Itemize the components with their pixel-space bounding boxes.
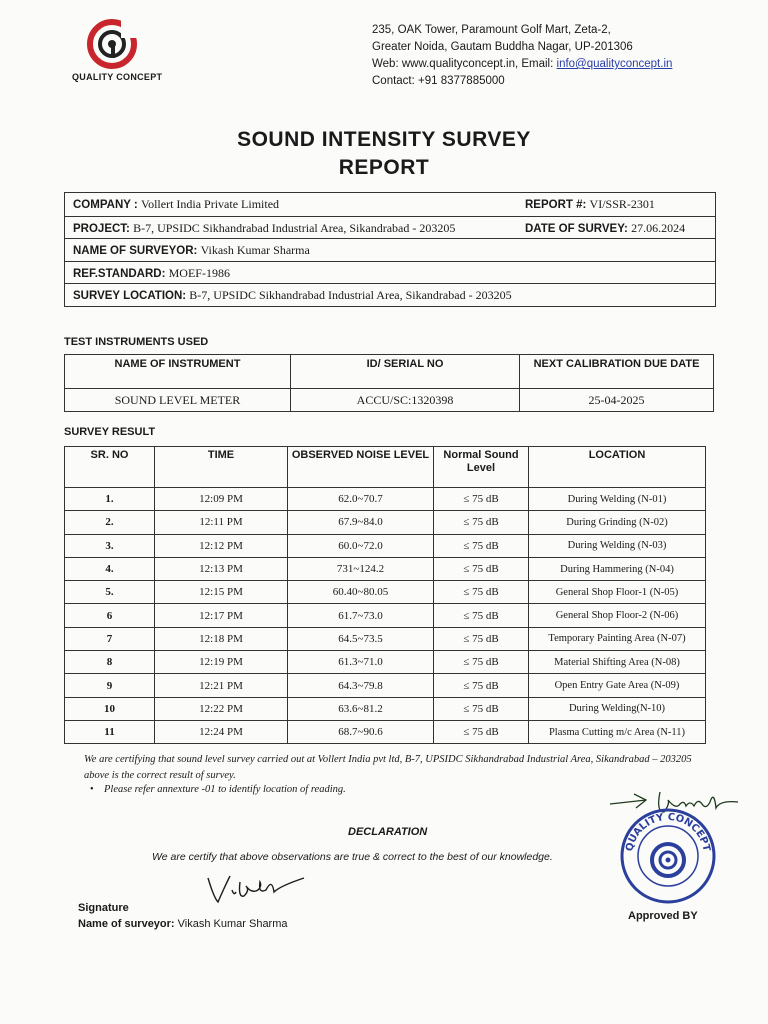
surveyor-row	[65, 238, 715, 261]
surveyor-line-label: Name of surveyor:	[78, 918, 178, 930]
ref-standard-row	[65, 261, 715, 284]
company-row	[65, 193, 715, 216]
location-label: SURVEY LOCATION:	[73, 290, 190, 303]
row-sr-no: 6	[65, 604, 155, 627]
results-section-title: SURVEY RESULT	[64, 426, 156, 438]
logo-text: QUALITY CONCEPT	[72, 72, 163, 82]
declaration-text: We are certify that above observations are true & correct to the best of our knowledge.	[152, 851, 553, 863]
row-location: Material Shifting Area (N-08)	[529, 651, 706, 674]
survey-location-row	[65, 283, 715, 306]
row-normal-level: ≤ 75 dB	[434, 720, 529, 743]
row-sr-no: 4.	[65, 557, 155, 580]
instruments-table	[64, 354, 714, 412]
row-sr-no: 1.	[65, 488, 155, 511]
signature-label: Signature	[78, 902, 129, 914]
row-normal-level: ≤ 75 dB	[434, 511, 529, 534]
row-normal-level: ≤ 75 dB	[434, 534, 529, 557]
row-sr-no: 7	[65, 627, 155, 650]
table-row	[65, 604, 706, 627]
company-address	[372, 22, 672, 90]
row-observed-noise: 64.3~79.8	[288, 674, 434, 697]
row-observed-noise: 62.0~70.7	[288, 488, 434, 511]
row-sr-no: 3.	[65, 534, 155, 557]
date-value: 27.06.2024	[631, 220, 686, 235]
instrument-name-header: NAME OF INSTRUMENT	[65, 355, 291, 389]
row-location: During Hammering (N-04)	[529, 557, 706, 580]
title-line-2: REPORT	[338, 156, 430, 179]
surveyor-label: NAME OF SURVEYOR:	[73, 245, 201, 258]
surveyor-line-name: Vikash Kumar Sharma	[177, 918, 288, 930]
row-sr-no: 9	[65, 674, 155, 697]
table-row	[65, 511, 706, 534]
serial-no-header: ID/ SERIAL NO	[291, 355, 520, 389]
instrument-serial: ACCU/SC:1320398	[291, 389, 520, 412]
report-value: VI/SSR-2301	[589, 197, 655, 211]
project-label: PROJECT:	[73, 222, 134, 235]
row-normal-level: ≤ 75 dB	[434, 651, 529, 674]
instrument-name: SOUND LEVEL METER	[65, 389, 291, 412]
row-time: 12:17 PM	[155, 604, 288, 627]
survey-results-table	[64, 446, 706, 744]
instruments-row	[65, 389, 714, 412]
surveyor-name-line	[78, 918, 288, 930]
row-sr-no: 8	[65, 651, 155, 674]
noise-level-header: OBSERVED NOISE LEVEL	[288, 447, 434, 488]
normal-level-header: Normal Sound Level	[434, 447, 529, 488]
row-location: General Shop Floor-1 (N-05)	[529, 581, 706, 604]
address-line-1: 235, OAK Tower, Paramount Golf Mart, Zeta-2,	[372, 24, 611, 36]
row-observed-noise: 63.6~81.2	[288, 697, 434, 720]
row-location: During Welding (N-03)	[529, 534, 706, 557]
table-row	[65, 674, 706, 697]
row-location: Temporary Painting Area (N-07)	[529, 627, 706, 650]
ref-label: REF.STANDARD:	[73, 267, 169, 280]
project-value: B-7, UPSIDC Sikhandrabad Industrial Area, Sikandrabad - 203205	[133, 220, 456, 235]
svg-text:QUALITY CONCEPT	[624, 812, 712, 853]
row-normal-level: ≤ 75 dB	[434, 674, 529, 697]
calibration-date: 25-04-2025	[520, 389, 714, 412]
calibration-date-header: NEXT CALIBRATION DUE DATE	[520, 355, 714, 389]
annexure-note: • Please refer annexture -01 to identify location of reading.	[104, 784, 346, 795]
row-normal-level: ≤ 75 dB	[434, 581, 529, 604]
row-time: 12:24 PM	[155, 720, 288, 743]
row-observed-noise: 61.7~73.0	[288, 604, 434, 627]
date-label: DATE OF SURVEY:	[525, 222, 632, 235]
row-location: During Welding (N-01)	[529, 488, 706, 511]
report-info-box	[64, 192, 716, 307]
email-link[interactable]: info@qualityconcept.in	[556, 58, 673, 70]
row-observed-noise: 731~124.2	[288, 557, 434, 580]
row-location: Open Entry Gate Area (N-09)	[529, 674, 706, 697]
surveyor-value: Vikash Kumar Sharma	[200, 243, 310, 258]
row-normal-level: ≤ 75 dB	[434, 488, 529, 511]
row-sr-no: 5.	[65, 581, 155, 604]
company-value: Vollert India Private Limited	[140, 197, 280, 211]
row-observed-noise: 64.5~73.5	[288, 627, 434, 650]
table-row	[65, 627, 706, 650]
certification-statement: We are certifying that sound level survey carried out at Vollert India pvt ltd, B-7, UPSIDC Sikhandrabad Industrial Area, Sikandrabad – 203205 above is the correct result of survey.	[84, 754, 692, 781]
row-time: 12:22 PM	[155, 697, 288, 720]
instruments-section-title: TEST INSTRUMENTS USED	[64, 336, 209, 348]
row-normal-level: ≤ 75 dB	[434, 627, 529, 650]
row-location: General Shop Floor-2 (N-06)	[529, 604, 706, 627]
contact-line: Contact: +91 8377885000	[372, 75, 505, 87]
sr-no-header: SR. NO	[65, 447, 155, 488]
row-time: 12:18 PM	[155, 627, 288, 650]
project-row	[65, 216, 715, 239]
title-line-1: SOUND INTENSITY SURVEY	[237, 128, 531, 151]
location-header: LOCATION	[529, 447, 706, 488]
declaration-title: DECLARATION	[348, 826, 428, 838]
row-time: 12:13 PM	[155, 557, 288, 580]
quality-concept-logo-icon	[81, 18, 143, 70]
row-time: 12:21 PM	[155, 674, 288, 697]
row-location: During Welding(N-10)	[529, 697, 706, 720]
row-observed-noise: 67.9~84.0	[288, 511, 434, 534]
row-normal-level: ≤ 75 dB	[434, 697, 529, 720]
company-logo	[72, 18, 163, 82]
table-row	[65, 581, 706, 604]
web-label: Web: www.qualityconcept.in, Email:	[372, 58, 557, 70]
ref-value: MOEF-1986	[168, 265, 230, 280]
row-observed-noise: 68.7~90.6	[288, 720, 434, 743]
web-email-line	[372, 56, 672, 73]
surveyor-signature-icon	[200, 868, 310, 908]
row-time: 12:11 PM	[155, 511, 288, 534]
report-number	[525, 193, 655, 216]
row-time: 12:19 PM	[155, 651, 288, 674]
row-observed-noise: 61.3~71.0	[288, 651, 434, 674]
table-row	[65, 720, 706, 743]
row-observed-noise: 60.0~72.0	[288, 534, 434, 557]
table-row	[65, 557, 706, 580]
table-row	[65, 651, 706, 674]
address-line-2: Greater Noida, Gautam Buddha Nagar, UP-201306	[372, 41, 633, 53]
location-value: B-7, UPSIDC Sikhandrabad Industrial Area, Sikandrabad - 203205	[189, 288, 512, 303]
report-label: REPORT #:	[525, 199, 590, 211]
instruments-header-row	[65, 355, 714, 389]
table-row	[65, 697, 706, 720]
report-title	[0, 126, 768, 182]
survey-date	[525, 217, 685, 240]
company-label: COMPANY :	[73, 199, 141, 211]
results-header-row	[65, 447, 706, 488]
row-observed-noise: 60.40~80.05	[288, 581, 434, 604]
row-location: During Grinding (N-02)	[529, 511, 706, 534]
row-sr-no: 10	[65, 697, 155, 720]
results-body	[65, 488, 706, 744]
row-time: 12:15 PM	[155, 581, 288, 604]
row-location: Plasma Cutting m/c Area (N-11)	[529, 720, 706, 743]
row-normal-level: ≤ 75 dB	[434, 557, 529, 580]
row-time: 12:12 PM	[155, 534, 288, 557]
table-row	[65, 488, 706, 511]
row-time: 12:09 PM	[155, 488, 288, 511]
row-sr-no: 11	[65, 720, 155, 743]
table-row	[65, 534, 706, 557]
company-stamp-icon	[618, 806, 718, 906]
row-sr-no: 2.	[65, 511, 155, 534]
time-header: TIME	[155, 447, 288, 488]
row-normal-level: ≤ 75 dB	[434, 604, 529, 627]
stamp-text: QUALITY CONCEPT	[624, 811, 712, 853]
approved-by-label: Approved BY	[628, 910, 698, 922]
